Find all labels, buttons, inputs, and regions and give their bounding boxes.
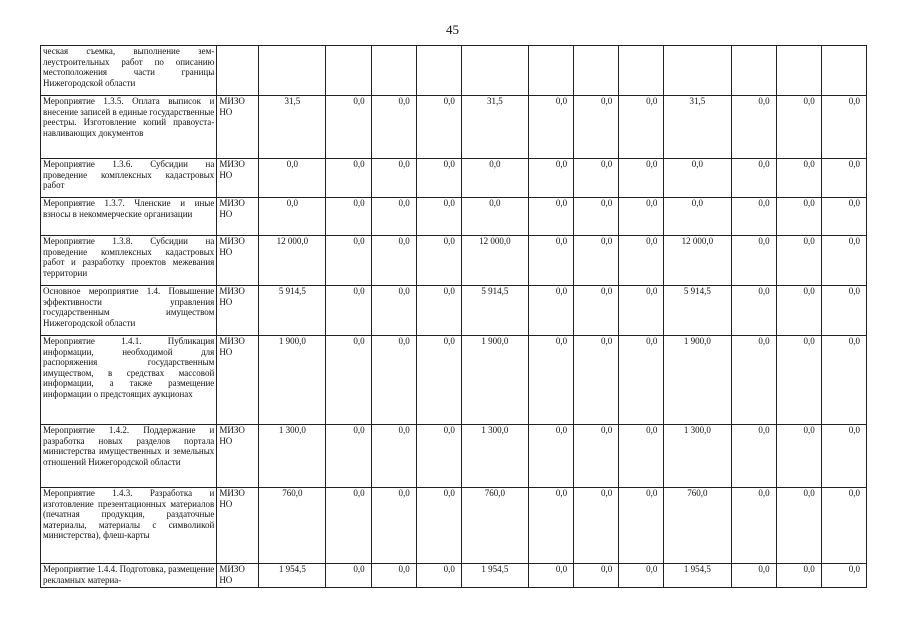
value-cell: 0,0 (731, 564, 776, 588)
value-cell (574, 46, 619, 96)
value-cell: 0,0 (619, 96, 664, 159)
value-cell: 0,0 (731, 488, 776, 564)
value-cell: 5 914,5 (259, 286, 326, 336)
value-cell: 0,0 (371, 159, 416, 198)
value-cell: 0,0 (776, 236, 821, 286)
value-cell: 1 300,0 (259, 425, 326, 488)
value-cell: 0,0 (326, 336, 371, 425)
executor-cell: МИЗО НО (217, 96, 259, 159)
value-cell: 1 900,0 (259, 336, 326, 425)
value-cell: 0,0 (619, 236, 664, 286)
value-cell: 0,0 (574, 236, 619, 286)
value-cell (259, 46, 326, 96)
value-cell: 5 914,5 (664, 286, 731, 336)
value-cell: 0,0 (821, 286, 866, 336)
executor-cell: МИЗО НО (217, 159, 259, 198)
value-cell: 1 300,0 (664, 425, 731, 488)
value-cell: 0,0 (776, 336, 821, 425)
value-cell: 0,0 (821, 336, 866, 425)
executor-cell: МИЗО НО (217, 198, 259, 236)
value-cell: 0,0 (821, 96, 866, 159)
program-table (40, 45, 867, 588)
value-cell (528, 46, 573, 96)
value-cell: 1 954,5 (461, 564, 528, 588)
value-cell: 0,0 (664, 198, 731, 236)
table-row (41, 488, 867, 564)
value-cell: 0,0 (371, 96, 416, 159)
value-cell: 0,0 (619, 198, 664, 236)
value-cell: 31,5 (259, 96, 326, 159)
value-cell: 0,0 (574, 96, 619, 159)
value-cell: 31,5 (461, 96, 528, 159)
activity-description: Мероприятие 1.4.1. Публикация информации, необходимой для распоряжения государственным имуществом, в средствах массовой информации, а также размещение информации о предстоящих аукционах (41, 336, 217, 425)
value-cell: 0,0 (259, 198, 326, 236)
activity-description: ческая съемка, выполнение землеустроительных работ по описанию местоположения части границы Нижегородской области (41, 46, 217, 96)
executor-cell: МИЗО НО (217, 425, 259, 488)
activity-description: Мероприятие 1.3.6. Субсидии на проведение комплексных кадастровых работ (41, 159, 217, 198)
executor-cell: МИЗО НО (217, 236, 259, 286)
value-cell: 0,0 (326, 159, 371, 198)
activity-description: Мероприятие 1.3.8. Субсидии на проведение комплексных кадастровых работ и разработку проектов межевания территории (41, 236, 217, 286)
value-cell (371, 46, 416, 96)
value-cell: 0,0 (776, 198, 821, 236)
value-cell: 0,0 (731, 336, 776, 425)
value-cell: 0,0 (619, 336, 664, 425)
value-cell: 0,0 (326, 425, 371, 488)
value-cell: 0,0 (416, 425, 461, 488)
value-cell (731, 46, 776, 96)
value-cell: 1 900,0 (461, 336, 528, 425)
value-cell: 0,0 (731, 96, 776, 159)
activity-description: Мероприятие 1.3.7. Членские и иные взносы в некоммерческие организации (41, 198, 217, 236)
value-cell: 0,0 (416, 336, 461, 425)
value-cell (776, 46, 821, 96)
value-cell: 0,0 (528, 488, 573, 564)
activity-description: Мероприятие 1.4.4. Подготовка, размещение рекламных материа- (41, 564, 217, 588)
value-cell (619, 46, 664, 96)
value-cell: 0,0 (821, 159, 866, 198)
value-cell: 0,0 (574, 159, 619, 198)
value-cell: 12 000,0 (461, 236, 528, 286)
value-cell: 0,0 (326, 96, 371, 159)
value-cell: 0,0 (776, 159, 821, 198)
executor-cell: МИЗО НО (217, 488, 259, 564)
table-row (41, 198, 867, 236)
value-cell: 0,0 (416, 159, 461, 198)
value-cell: 760,0 (461, 488, 528, 564)
value-cell: 0,0 (371, 488, 416, 564)
value-cell: 12 000,0 (259, 236, 326, 286)
value-cell: 0,0 (574, 286, 619, 336)
value-cell: 0,0 (821, 425, 866, 488)
value-cell: 0,0 (416, 564, 461, 588)
value-cell: 0,0 (416, 96, 461, 159)
table-row (41, 336, 867, 425)
value-cell: 0,0 (326, 488, 371, 564)
value-cell (326, 46, 371, 96)
value-cell: 0,0 (371, 236, 416, 286)
value-cell: 12 000,0 (664, 236, 731, 286)
value-cell: 0,0 (731, 236, 776, 286)
table-row (41, 96, 867, 159)
executor-cell: МИЗО НО (217, 336, 259, 425)
value-cell (461, 46, 528, 96)
value-cell: 0,0 (461, 198, 528, 236)
value-cell: 0,0 (619, 159, 664, 198)
value-cell: 0,0 (326, 564, 371, 588)
page-number: 45 (446, 22, 459, 37)
value-cell: 1 954,5 (259, 564, 326, 588)
value-cell: 0,0 (574, 564, 619, 588)
table-row (41, 286, 867, 336)
activity-description: Мероприятие 1.4.3. Разработка и изготовление презентационных материалов (печатная продукция, раздаточные материалы, материалы с символикой министерства), флеш-карты (41, 488, 217, 564)
value-cell: 0,0 (528, 564, 573, 588)
value-cell: 0,0 (619, 286, 664, 336)
value-cell: 0,0 (416, 198, 461, 236)
value-cell: 0,0 (461, 159, 528, 198)
value-cell: 1 900,0 (664, 336, 731, 425)
value-cell: 0,0 (528, 198, 573, 236)
value-cell: 0,0 (574, 198, 619, 236)
value-cell: 0,0 (259, 159, 326, 198)
value-cell: 0,0 (528, 286, 573, 336)
value-cell: 0,0 (821, 488, 866, 564)
value-cell: 0,0 (371, 336, 416, 425)
value-cell (664, 46, 731, 96)
value-cell: 0,0 (528, 236, 573, 286)
value-cell: 0,0 (664, 159, 731, 198)
value-cell: 5 914,5 (461, 286, 528, 336)
table-row (41, 564, 867, 588)
value-cell: 1 300,0 (461, 425, 528, 488)
table-row (41, 425, 867, 488)
value-cell (821, 46, 866, 96)
value-cell: 0,0 (574, 488, 619, 564)
activity-description: Основное мероприятие 1.4. Повышение эффективности управления государственным имуществом Нижегородской области (41, 286, 217, 336)
value-cell: 0,0 (619, 488, 664, 564)
value-cell: 0,0 (776, 425, 821, 488)
value-cell: 0,0 (619, 564, 664, 588)
table-row (41, 159, 867, 198)
value-cell: 0,0 (371, 564, 416, 588)
value-cell: 1 954,5 (664, 564, 731, 588)
executor-cell: МИЗО НО (217, 286, 259, 336)
value-cell: 0,0 (619, 425, 664, 488)
value-cell: 0,0 (776, 96, 821, 159)
activity-description: Мероприятие 1.4.2. Поддержание и разработка новых разделов портала министерства имущественных и земельных отношений Нижегородской области (41, 425, 217, 488)
value-cell: 0,0 (528, 159, 573, 198)
value-cell: 0,0 (416, 236, 461, 286)
value-cell: 0,0 (371, 286, 416, 336)
value-cell: 0,0 (731, 198, 776, 236)
value-cell: 0,0 (731, 286, 776, 336)
value-cell: 0,0 (731, 159, 776, 198)
activity-description: Мероприятие 1.3.5. Оплата выписок и внесение записей в единые государственные реестры. Изготовление копий правоустанавливающих документов (41, 96, 217, 159)
value-cell (416, 46, 461, 96)
value-cell: 0,0 (574, 425, 619, 488)
table-row (41, 236, 867, 286)
value-cell: 0,0 (821, 564, 866, 588)
value-cell: 760,0 (664, 488, 731, 564)
value-cell: 0,0 (326, 286, 371, 336)
value-cell: 0,0 (371, 198, 416, 236)
value-cell: 0,0 (731, 425, 776, 488)
executor-cell (217, 46, 259, 96)
value-cell: 0,0 (326, 236, 371, 286)
value-cell: 760,0 (259, 488, 326, 564)
value-cell: 0,0 (528, 425, 573, 488)
value-cell: 0,0 (416, 286, 461, 336)
value-cell: 0,0 (776, 564, 821, 588)
value-cell: 0,0 (326, 198, 371, 236)
value-cell: 0,0 (416, 488, 461, 564)
value-cell: 0,0 (371, 425, 416, 488)
value-cell: 0,0 (821, 198, 866, 236)
value-cell: 0,0 (528, 336, 573, 425)
value-cell: 31,5 (664, 96, 731, 159)
value-cell: 0,0 (528, 96, 573, 159)
value-cell: 0,0 (776, 286, 821, 336)
value-cell: 0,0 (776, 488, 821, 564)
value-cell: 0,0 (821, 236, 866, 286)
value-cell: 0,0 (574, 336, 619, 425)
table-row (41, 46, 867, 96)
executor-cell: МИЗО НО (217, 564, 259, 588)
